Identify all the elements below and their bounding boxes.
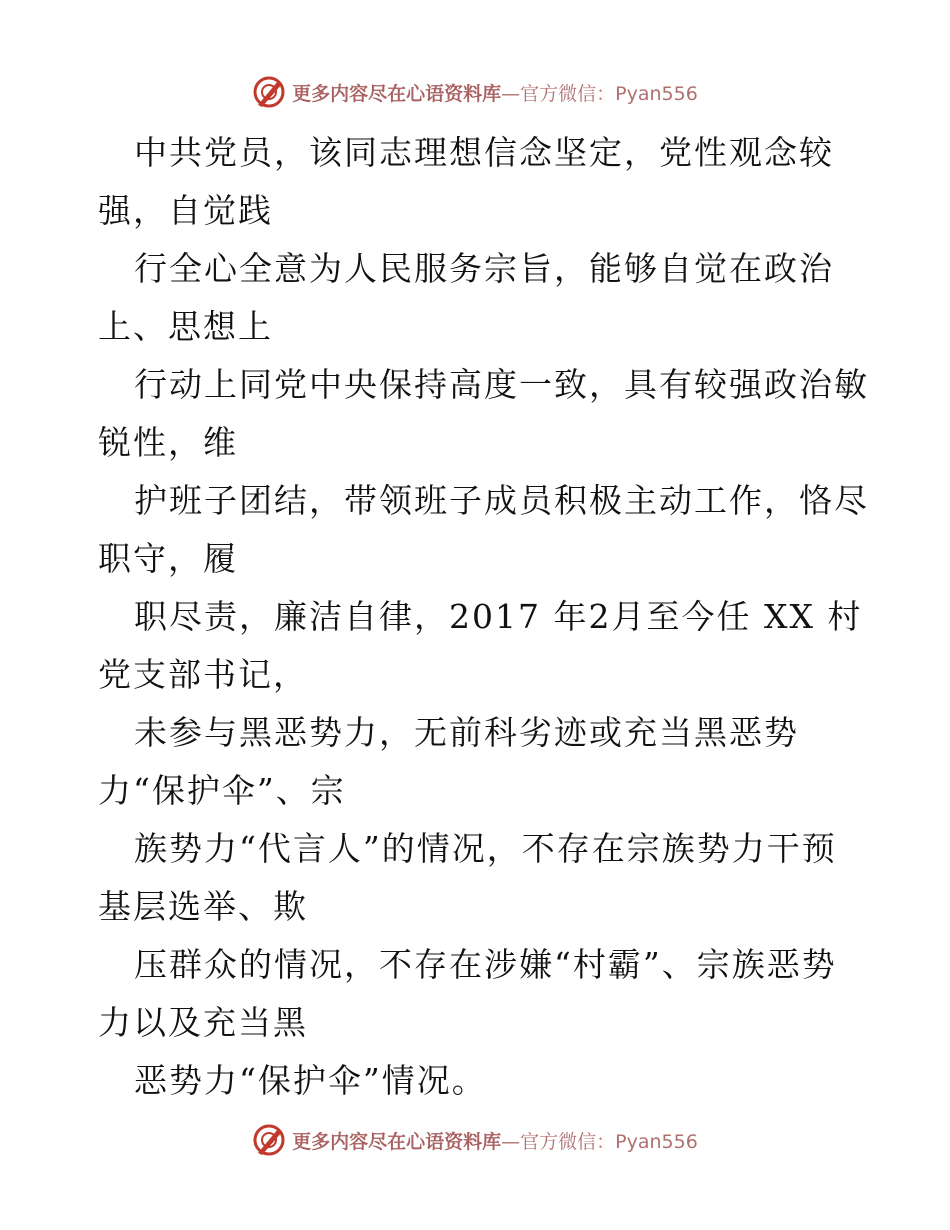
body-line: 基层选举、欺 — [98, 887, 308, 926]
body-line: 力“保护伞”、宗 — [98, 771, 346, 810]
body-line: 党支部书记， — [98, 655, 308, 694]
body-line: 力以及充当黑 — [98, 1003, 308, 1042]
pen-logo-icon — [252, 75, 286, 109]
footer-watermark — [0, 1118, 950, 1162]
pen-logo-icon — [252, 1123, 286, 1157]
watermark-group — [252, 75, 698, 109]
body-line: 职尽责，廉洁自律，2017 年2月至今任 XX 村 — [134, 597, 863, 636]
body-line: 族势力“代言人”的情况，不存在宗族势力干预 — [134, 829, 837, 868]
body-line: 护班子团结，带领班子成员积极主动工作，恪尽 — [134, 481, 869, 520]
body-line: 上、思想上 — [98, 307, 273, 346]
body-line: 压群众的情况，不存在涉嫌“村霸”、宗族恶势 — [134, 945, 837, 984]
watermark-text: 更多内容尽在心语资料库—官方微信：Pyan556 — [292, 1130, 698, 1153]
body-line: 锐性，维 — [98, 423, 238, 462]
body-line: 强，自觉践 — [98, 191, 273, 230]
watermark-group — [252, 1123, 698, 1157]
body-line: 恶势力“保护伞”情况。 — [134, 1061, 487, 1100]
body-line: 中共党员，该同志理想信念坚定，党性观念较 — [134, 133, 834, 172]
document-body — [98, 124, 869, 1110]
header-watermark — [0, 70, 950, 114]
body-line: 职守，履 — [98, 539, 238, 578]
body-line: 行全心全意为人民服务宗旨，能够自觉在政治 — [134, 249, 834, 288]
watermark-text: 更多内容尽在心语资料库—官方微信：Pyan556 — [292, 82, 698, 105]
body-line: 未参与黑恶势力，无前科劣迹或充当黑恶势 — [134, 713, 799, 752]
body-line: 行动上同党中央保持高度一致，具有较强政治敏 — [134, 365, 869, 404]
